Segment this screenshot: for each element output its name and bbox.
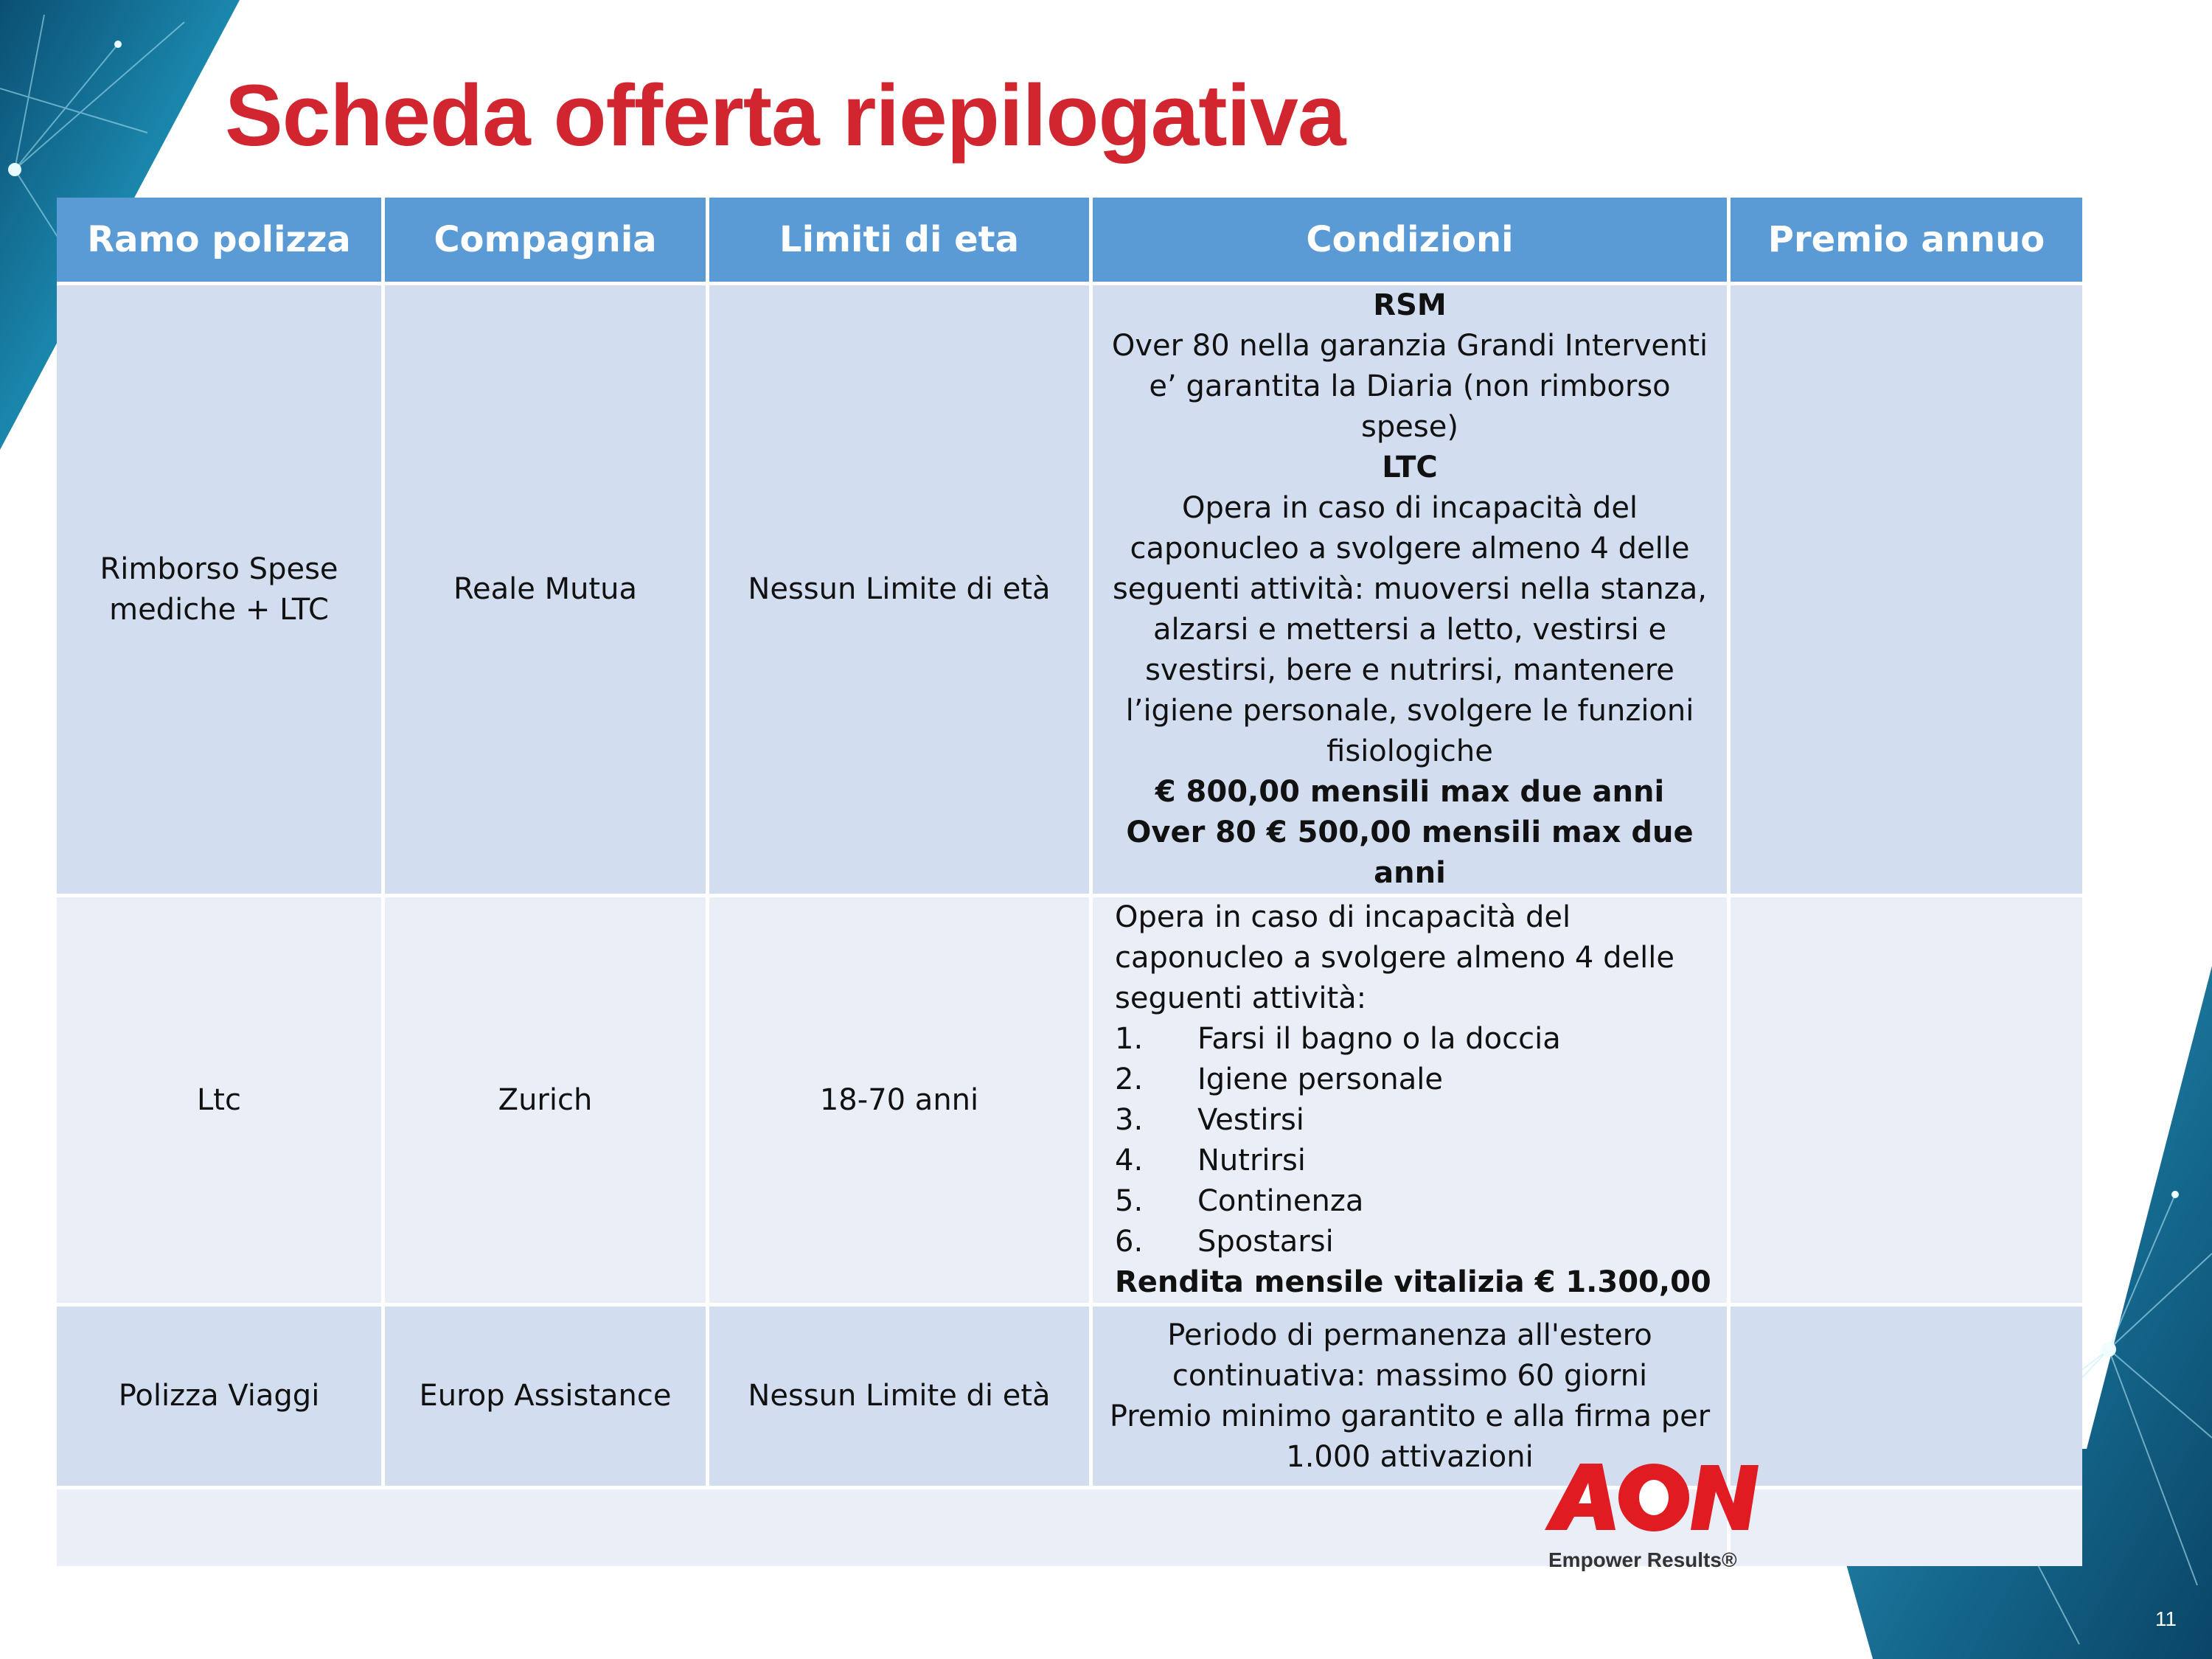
header-condizioni: Condizioni: [1093, 198, 1727, 282]
amount-line-2: Over 80 € 500,00 mensili max due anni: [1126, 815, 1694, 890]
cell-limiti: 18-70 anni: [709, 894, 1089, 1303]
page-number: 11: [2154, 1607, 2177, 1630]
empty-cell: [57, 1486, 1727, 1566]
ltc-title: LTC: [1382, 451, 1438, 484]
header-premio-annuo: Premio annuo: [1731, 198, 2082, 282]
list-item: 6. Spostarsi: [1115, 1225, 1334, 1259]
table-row: [57, 282, 2082, 894]
ltc-text: Opera in caso di incapacità del caponucleo a svolgere almeno 4 delle seguenti attività: muoversi nella stanza, alzarsi e mettersi a letto, vestirsi e svestirsi, bere e nutrirsi, mantenere l’igiene personale, svolgere le funzioni fisiologiche: [1112, 491, 1708, 768]
rsm-text: Over 80 nella garanzia Grandi Interventi e’ garantita la Diaria (non rimborso spese): [1111, 329, 1708, 444]
viaggi-text-2: Premio minimo garantito e alla firma per 1.000 attivazioni: [1109, 1399, 1711, 1474]
cell-condizioni: [1093, 894, 1727, 1303]
cell-ramo: Rimborso Spese mediche + LTC: [57, 282, 381, 894]
ltc-intro: Opera in caso di incapacità del caponucleo a svolgere almeno 4 delle seguenti attività:: [1115, 900, 1674, 1015]
table-header-row: [57, 198, 2082, 282]
cell-compagnia: Zurich: [385, 894, 706, 1303]
table-row-empty: [57, 1486, 2082, 1566]
cell-ramo: Polizza Viaggi: [57, 1303, 381, 1486]
viaggi-text-1: Periodo di permanenza all'estero continuativa: massimo 60 giorni: [1167, 1318, 1652, 1393]
offer-table: [53, 198, 2086, 1566]
header-limiti-di-eta: Limiti di eta: [709, 198, 1089, 282]
table-row: [57, 894, 2082, 1303]
rendita-line: Rendita mensile vitalizia € 1.300,00: [1115, 1265, 1711, 1299]
cell-compagnia: Europ Assistance: [385, 1303, 706, 1486]
cell-premio: [1731, 282, 2082, 894]
header-compagnia: Compagnia: [385, 198, 706, 282]
list-item: 1. Farsi il bagno o la doccia: [1115, 1022, 1561, 1056]
amount-line-1: € 800,00 mensili max due anni: [1155, 775, 1665, 809]
list-item: 2. Igiene personale: [1115, 1062, 1443, 1096]
slide-title: Scheda offerta riepilogativa: [225, 67, 1346, 164]
list-item: 5. Continenza: [1115, 1184, 1364, 1218]
cell-condizioni: [1093, 282, 1727, 894]
list-item: 3. Vestirsi: [1115, 1103, 1304, 1137]
header-ramo-polizza: Ramo polizza: [57, 198, 381, 282]
table-row: [57, 1303, 2082, 1486]
cell-premio: [1731, 1303, 2082, 1486]
logo-tagline: Empower Results®: [1548, 1548, 1737, 1571]
list-item: 4. Nutrirsi: [1115, 1144, 1306, 1178]
activities-list: [1115, 1019, 1714, 1262]
cell-limiti: Nessun Limite di età: [709, 1303, 1089, 1486]
cell-compagnia: Reale Mutua: [385, 282, 706, 894]
rsm-title: RSM: [1373, 288, 1447, 322]
cell-ramo: Ltc: [57, 894, 381, 1303]
cell-premio: [1731, 894, 2082, 1303]
empty-cell: [1731, 1486, 2082, 1566]
cell-limiti: Nessun Limite di età: [709, 282, 1089, 894]
